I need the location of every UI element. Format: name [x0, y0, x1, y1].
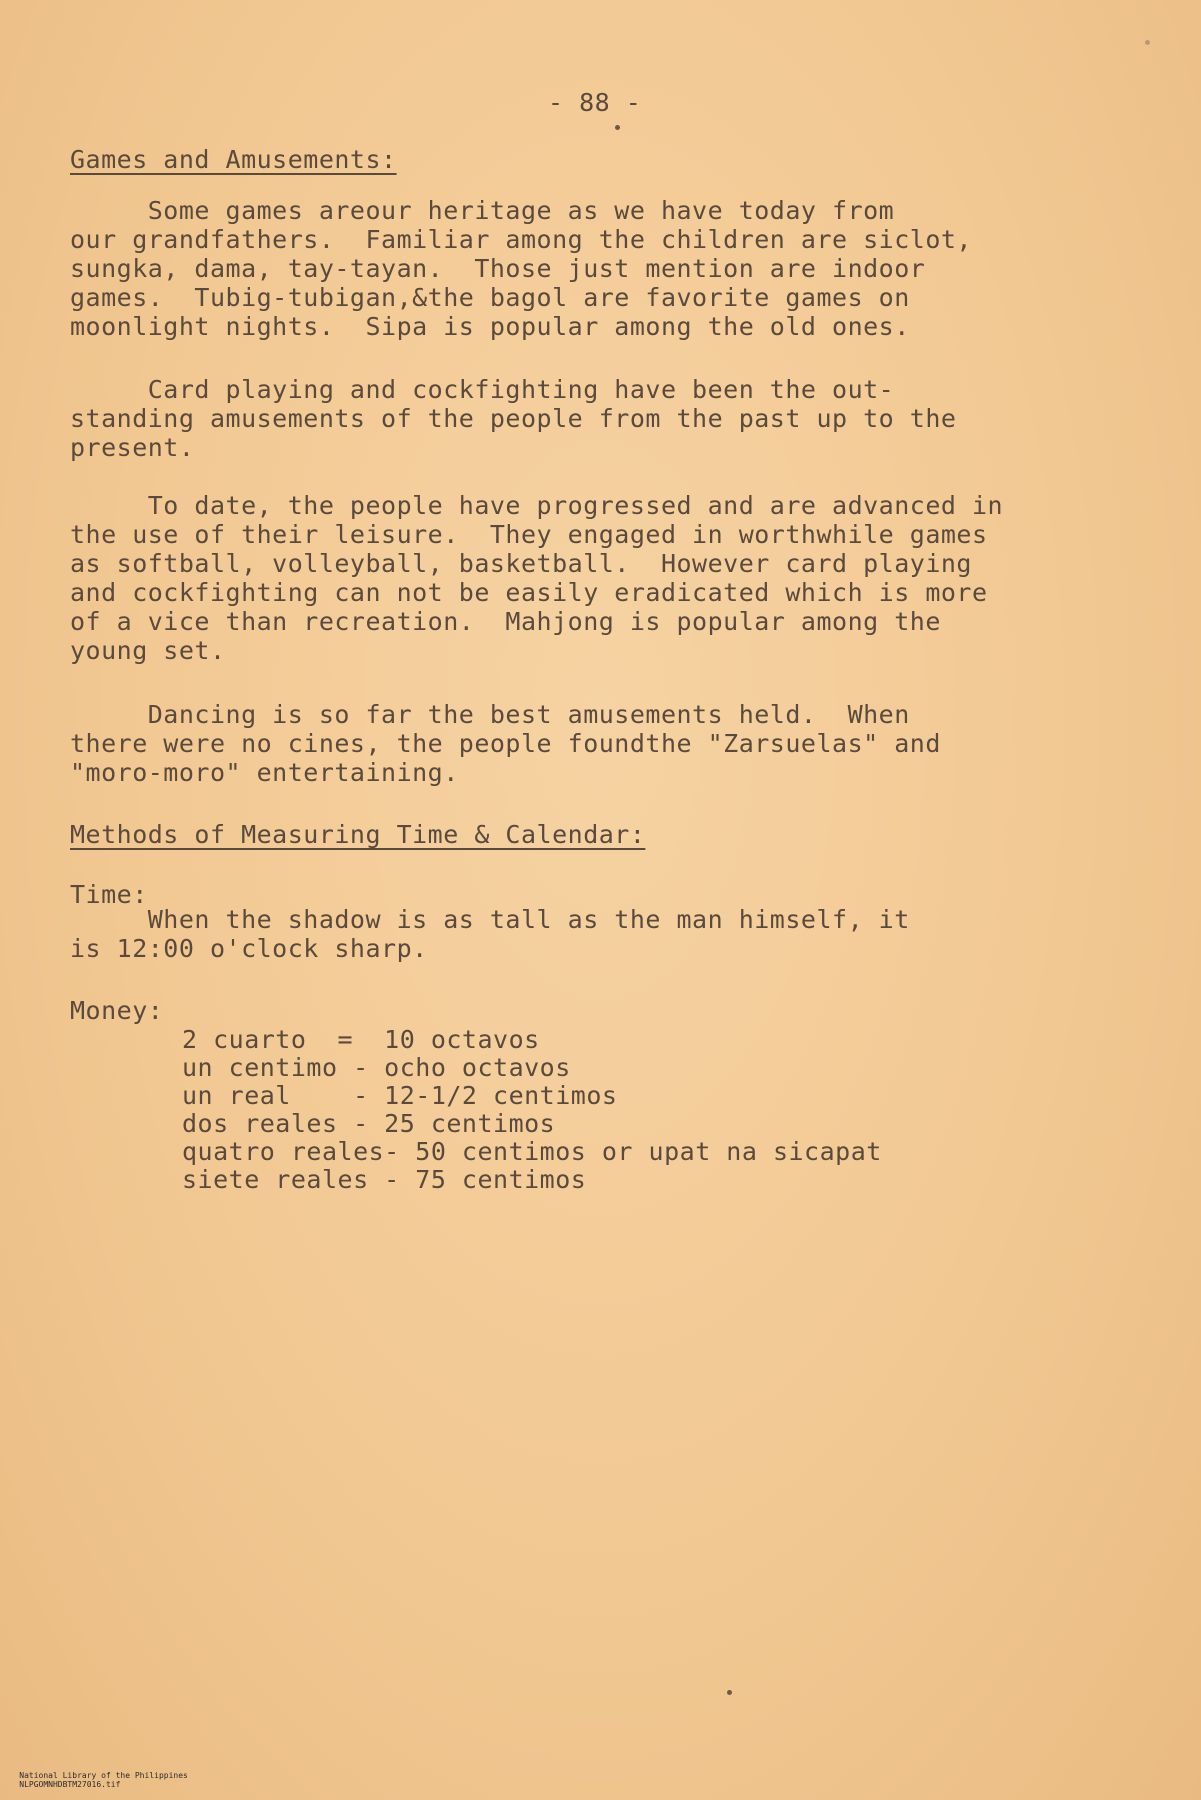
money-item: dos reales - 25 centimos: [182, 1109, 556, 1138]
section-heading-games: Games and Amusements:: [70, 145, 397, 174]
time-description: When the shadow is as tall as the man himself, it is 12:00 o'clock sharp.: [70, 905, 910, 963]
page-number: - 88 -: [548, 88, 642, 117]
footer-library: National Library of the Philippines: [19, 1771, 188, 1780]
money-item: quatro reales- 50 centimos or upat na sicapat: [182, 1137, 882, 1166]
time-label: Time:: [70, 880, 148, 909]
money-item: 2 cuarto = 10 octavos: [182, 1025, 540, 1054]
paragraph: To date, the people have progressed and are advanced in the use of their leisure. They engaged in worthwhile games as softball, volleyball, basketball. However card playing and cockfighting can not be easily eradicated which is more of a vice than recreation. Mahjong is popular among the young set.: [70, 491, 1004, 665]
money-item: un centimo - ocho octavos: [182, 1053, 571, 1082]
money-item: un real - 12-1/2 centimos: [182, 1081, 618, 1110]
paragraph: Some games areour heritage as we have today from our grandfathers. Familiar among the children are siclot, sungka, dama, tay-tayan. Those just mention are indoor games. Tubig-tubigan,&the bagol are favorite games on moonlight nights. Sipa is popular among the old ones.: [70, 196, 972, 341]
ink-speck: [615, 125, 620, 130]
money-label: Money:: [70, 996, 164, 1025]
ink-speck: [1145, 40, 1150, 45]
ink-speck: [727, 1690, 732, 1695]
paragraph: Card playing and cockfighting have been the out- standing amusements of the people from the past up to the present.: [70, 375, 957, 462]
section-heading-time: Methods of Measuring Time & Calendar:: [70, 820, 646, 849]
paragraph: Dancing is so far the best amusements held. When there were no cines, the people foundthe "Zarsuelas" and "moro-moro" entertaining.: [70, 700, 941, 787]
scan-footer: [0, 1762, 218, 1798]
footer-file: NLPGOMNHDBTM27016.tif: [19, 1780, 121, 1789]
money-item: siete reales - 75 centimos: [182, 1165, 587, 1194]
